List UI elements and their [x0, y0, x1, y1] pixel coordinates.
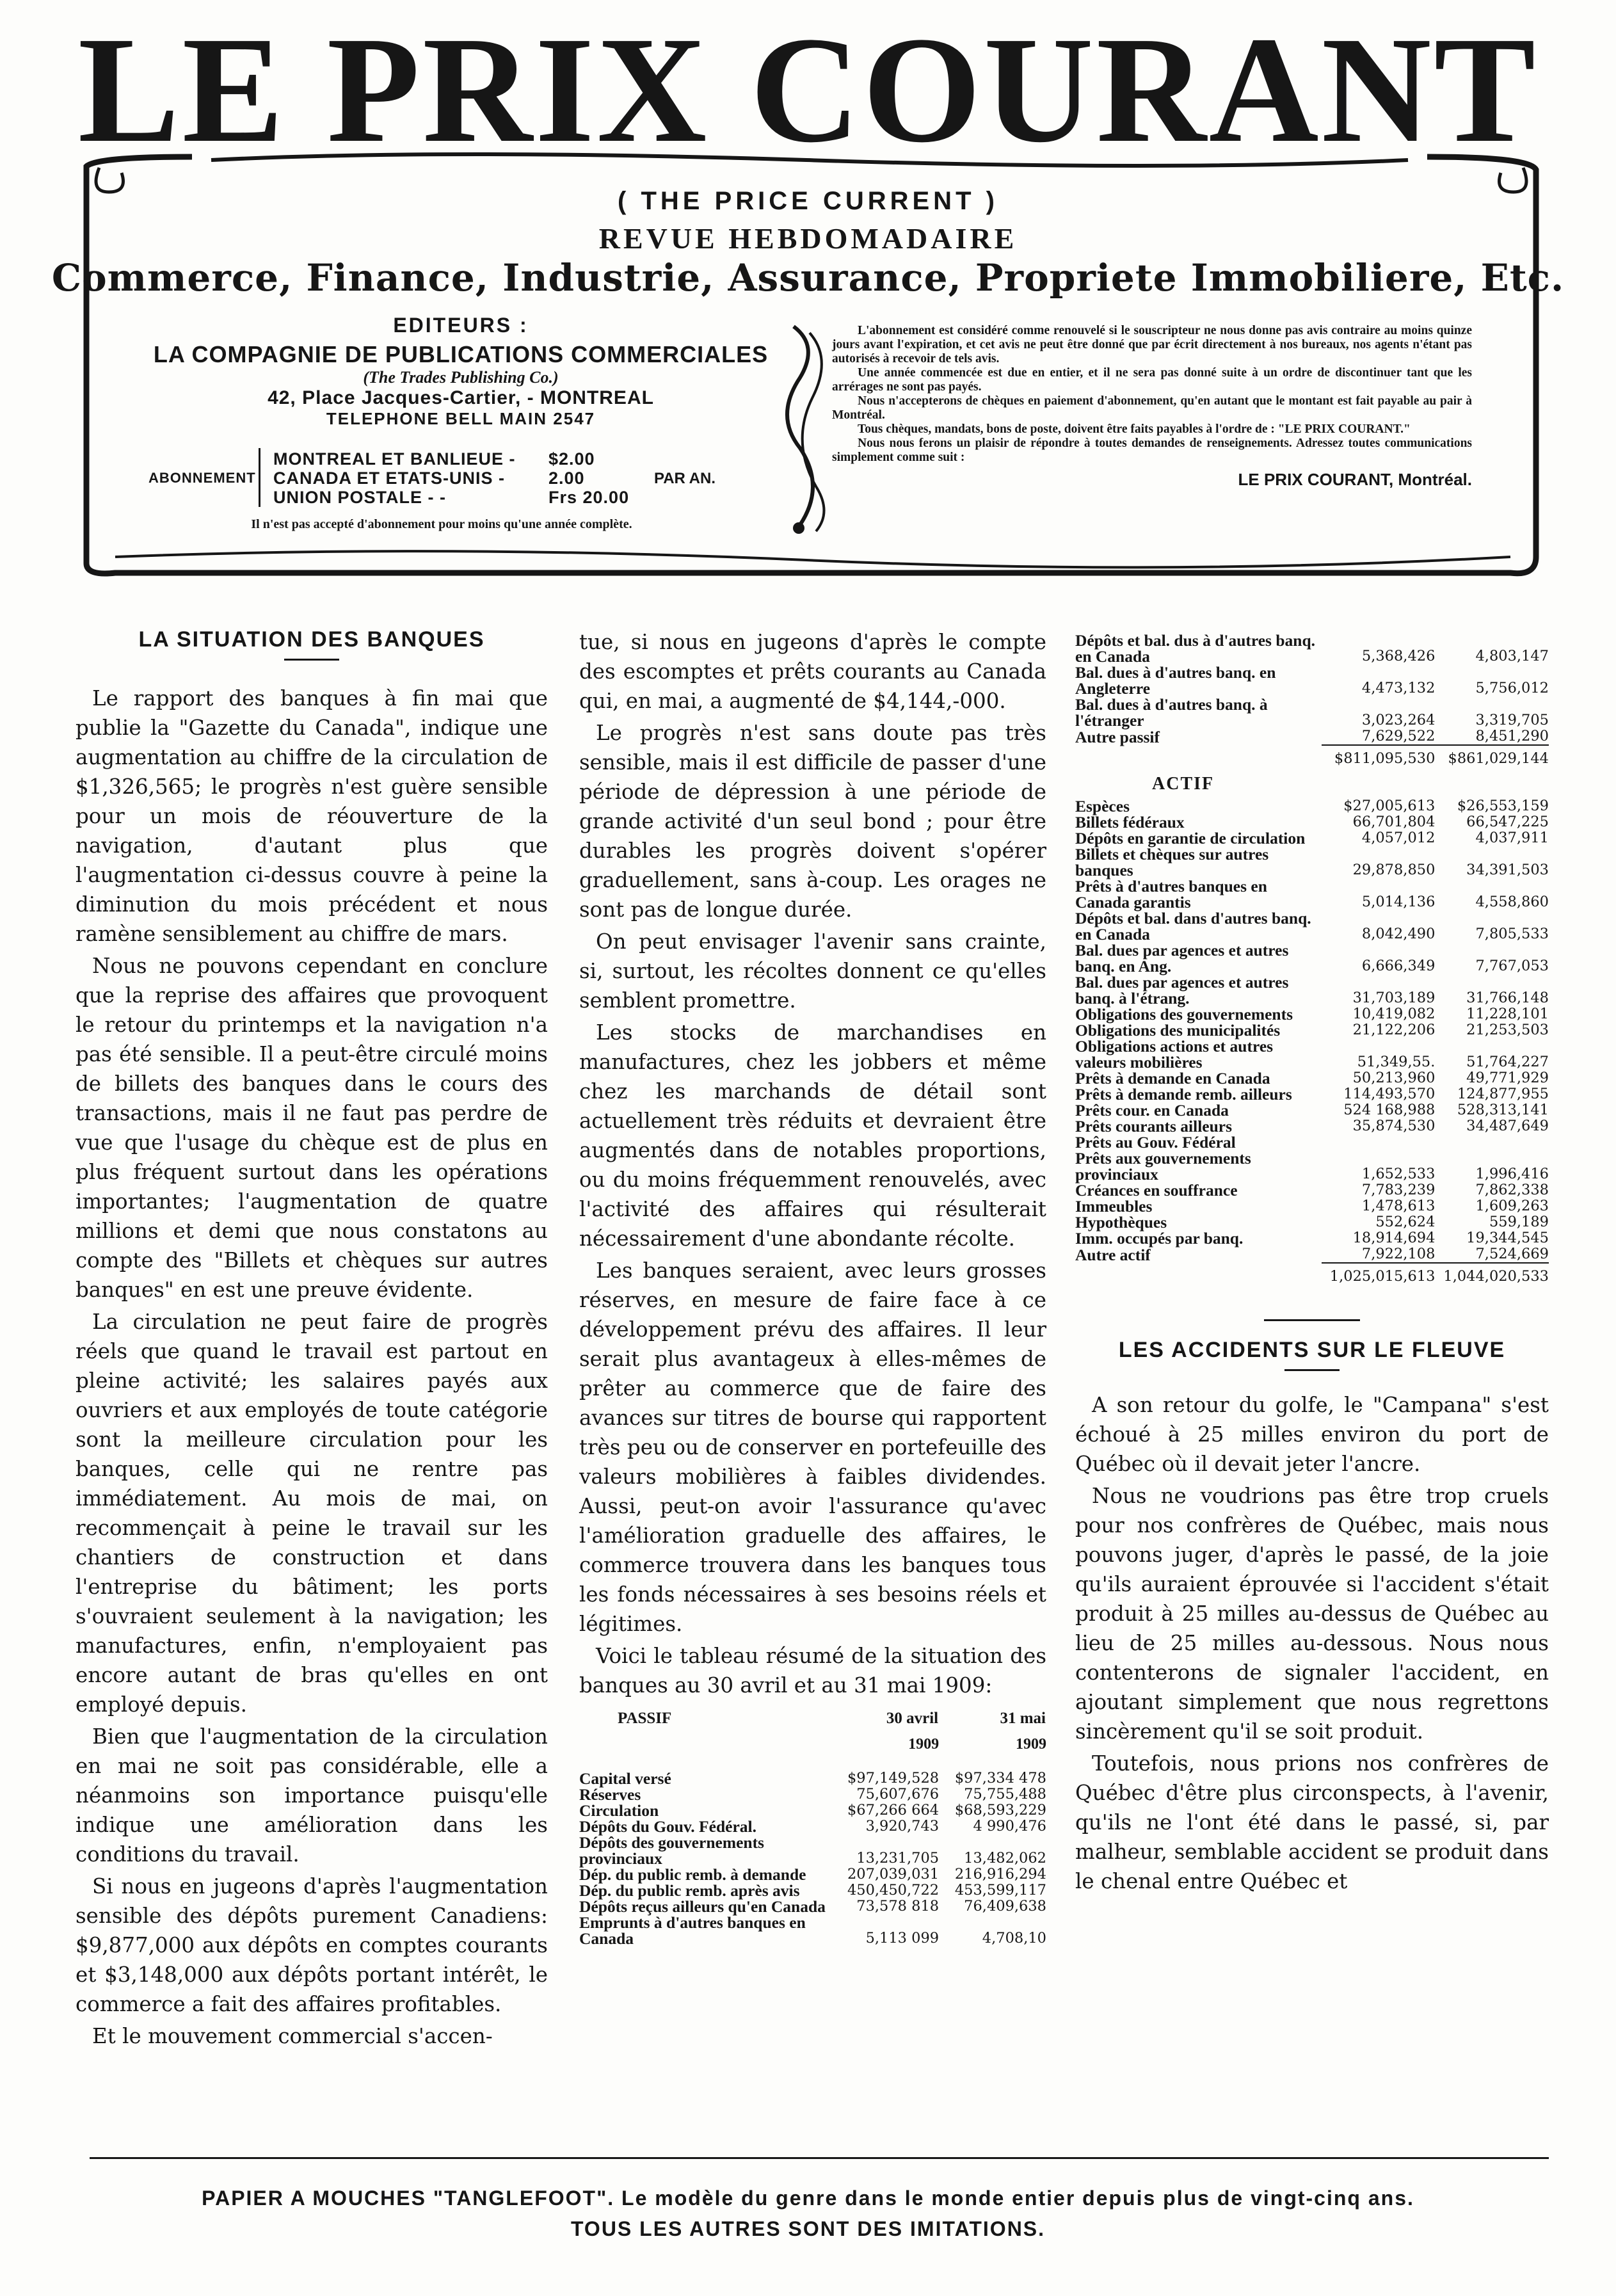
row-value-may: 4,803,147	[1475, 648, 1549, 664]
rate-row	[273, 449, 595, 469]
row-label: Bal. dues à d'autres banq. à l'étranger	[1075, 695, 1268, 730]
condition-paragraph: Nous nous ferons un plaisir de répondre à toutes demandes de renseignements. Adressez toutes communications simplement comme suit :	[832, 437, 1472, 464]
table-year: 1909	[908, 1736, 940, 1753]
editeurs-label: EDITEURS :	[393, 314, 529, 337]
row-value-may: 7,805,533	[1475, 926, 1549, 942]
row-value-may: 75,755,488	[964, 1786, 1046, 1802]
row-label: Obligations des municipalités	[1075, 1021, 1281, 1040]
row-value-may: 34,391,503	[1466, 862, 1549, 878]
row-label: Billets fédéraux	[1075, 813, 1185, 831]
row-value-apr: $97,149,528	[847, 1770, 940, 1786]
row-label: Prêts à demande remb. ailleurs	[1075, 1085, 1292, 1104]
publisher-address: 42, Place Jacques-Cartier, - MONTREAL	[268, 387, 654, 408]
table-row	[1075, 1086, 1549, 1102]
row-value-may: 19,344,545	[1466, 1230, 1549, 1246]
table-row	[579, 1883, 1046, 1899]
article-heading: LES ACCIDENTS SUR LE FLEUVE	[1118, 1338, 1506, 1362]
row-value-apr: 7,922,108	[1361, 1246, 1436, 1262]
row-label: Dépôts et bal. dans d'autres banq. en Canada	[1075, 909, 1311, 943]
row-label: Obligations actions et autres valeurs mobilières	[1075, 1037, 1274, 1072]
table-row	[1075, 974, 1549, 1006]
section-divider	[1264, 1319, 1360, 1321]
subscription-rates	[259, 448, 644, 507]
row-value-may: 4,037,911	[1475, 830, 1549, 846]
row-value-may: 4,558,860	[1475, 894, 1549, 910]
row-value-apr: 35,874,530	[1352, 1118, 1436, 1134]
table-row	[1075, 878, 1549, 910]
article-paragraph: A son retour du golfe, le "Campana" s'est échoué à 25 milles environ du port de Québec où il devait jeter l'ancre.	[1075, 1393, 1549, 1476]
row-value-may: 7,767,053	[1475, 958, 1549, 974]
row-value-apr: 21,122,206	[1352, 1022, 1436, 1038]
row-value-apr	[1322, 1134, 1436, 1150]
subscription-block	[148, 448, 724, 512]
article-paragraph: Et le mouvement commercial s'accen-	[92, 2024, 493, 2048]
publisher-block	[128, 314, 794, 429]
article-paragraph: Les stocks de marchandises en manufactures, chez les jobbers et même chez les marchands de détail sont actuellement très réduits et devraient être augmentés dans de notables proportions, ou du moins fréquemment renouvelés, avec l'activité des affaires qui résulterait nécessairement d'une abondante récolte.	[579, 1020, 1046, 1251]
row-value-may: $68,593,229	[954, 1802, 1046, 1818]
row-label: Emprunts à d'autres banques en Canada	[579, 1913, 806, 1948]
row-label: Dépôts des gouvernements provinciaux	[579, 1833, 764, 1868]
row-value-apr: 1,652,533	[1361, 1166, 1436, 1182]
table-row	[1075, 798, 1549, 814]
table-row	[1075, 1022, 1549, 1038]
footer-line: PAPIER A MOUCHES "TANGLEFOOT". Le modèle du genre dans le monde entier depuis plus de vingt-cinq ans.	[202, 2187, 1414, 2210]
row-label: Obligations des gouvernements	[1075, 1005, 1293, 1024]
passif-rows-continued	[1075, 632, 1549, 745]
row-label: Dépôts du Gouv. Fédéral.	[579, 1817, 756, 1836]
passif-total-apr: $811,095,530	[1322, 745, 1436, 767]
row-label: Immeubles	[1075, 1197, 1153, 1216]
row-value-apr: 7,629,522	[1361, 728, 1436, 744]
article-paragraph: Les banques seraient, avec leurs grosses réserves, en mesure de faire face à ce développement prévu des affaires. Il leur serait plus avantageux à elles-mêmes de prêter au commerce que de faire des avances sur titres de bourse qui rapportent très peu ou de conserver en portefeuille des valeurs mobilières à faibles dividendes. Aussi, peut-on avoir l'assurance qu'avec l'amélioration graduelle des affaires, le commerce trouvera dans les banques tous les fonds nécessaires à ses besoins réels et légitimes.	[579, 1258, 1046, 1636]
rate-price: 2.00	[548, 469, 585, 488]
row-label: Dépôts reçus ailleurs qu'en Canada	[579, 1897, 826, 1916]
row-value-apr: 114,493,570	[1343, 1086, 1436, 1102]
table-row	[1075, 1214, 1549, 1230]
masthead-subtitle: ( THE PRICE CURRENT )	[618, 187, 998, 215]
row-label: Autre actif	[1075, 1246, 1151, 1264]
row-value-apr: 5,014,136	[1361, 894, 1436, 910]
row-label: Dép. du public remb. après avis	[579, 1881, 800, 1900]
table-row	[1075, 1070, 1549, 1086]
table-row	[579, 1770, 1046, 1786]
passif-total-may: $861,029,144	[1435, 745, 1549, 767]
heading-rule	[1284, 1369, 1340, 1371]
table-row	[579, 1899, 1046, 1915]
row-value-apr: $67,266 664	[847, 1802, 940, 1818]
row-value-may: 453,599,117	[954, 1882, 1046, 1899]
column-2	[579, 627, 1046, 1947]
article-paragraph: Nous ne voudrions pas être trop cruels pour nos confrères de Québec, mais nous pouvons juger, d'après le passé, de la joie qu'ils auraient éprouvée si l'accident s'était produit à 25 milles au-dessus de Québec au lieu de 25 milles au-dessous. Nous nous contenterons de signaler l'accident, en ajoutant simplement que nous regrettons sincèrement qu'il se soit produit.	[1075, 1484, 1549, 1744]
condition-paragraph: Nous n'accepterons de chèques en paiement d'abonnement, qu'en autant que le montant est fait payable au pair à Montréal.	[832, 394, 1472, 422]
row-label: Prêts à demande en Canada	[1075, 1069, 1270, 1088]
row-label: Capital versé	[579, 1769, 671, 1788]
row-label: Hypothèques	[1075, 1213, 1167, 1232]
row-value-apr: 66,701,804	[1352, 814, 1436, 830]
row-value-may: 4,708,10	[982, 1930, 1046, 1947]
row-value-apr: 18,914,694	[1352, 1230, 1436, 1246]
table-row	[1075, 696, 1549, 728]
table-row	[1075, 846, 1549, 878]
row-value-apr: 552,624	[1375, 1214, 1436, 1230]
row-value-apr: 207,039,031	[847, 1866, 940, 1883]
rate-place: CANADA ET ETATS-UNIS -	[273, 469, 505, 488]
table-row	[1075, 1182, 1549, 1198]
table-header-col: 30 avril	[886, 1710, 939, 1727]
rate-price: Frs 20.00	[548, 488, 630, 507]
footer-line: TOUS LES AUTRES SONT DES IMITATIONS.	[570, 2217, 1046, 2240]
row-value-may: 7,862,338	[1475, 1182, 1549, 1198]
row-value-may: 1,609,263	[1475, 1198, 1549, 1214]
table-row	[1075, 814, 1549, 830]
row-value-apr: 4,473,132	[1361, 680, 1436, 696]
article-paragraph: Le progrès n'est sans doute pas très sensible, mais il est difficile de passer d'une période de dépression à une période de grande activité d'un seul bond ; pour être durables les progrès doivent s'opérer graduellement, sans à-coup. Les orages ne sont pas de longue durée.	[579, 721, 1046, 922]
table-row	[1075, 1246, 1549, 1263]
row-value-apr: 10,419,082	[1352, 1006, 1436, 1022]
row-label: Espèces	[1075, 797, 1130, 815]
row-value-apr: 1,478,613	[1361, 1198, 1436, 1214]
row-value-may: 13,482,062	[964, 1850, 1046, 1867]
table-row	[1075, 1118, 1549, 1134]
actif-rows	[1075, 798, 1549, 1263]
footer-rule	[90, 2157, 1549, 2159]
row-value-apr: 8,042,490	[1361, 926, 1436, 942]
row-value-apr: 450,450,722	[847, 1882, 940, 1899]
row-value-apr: 3,920,743	[865, 1818, 940, 1834]
actif-total-may: 1,044,020,533	[1435, 1263, 1549, 1285]
masthead-revue: REVUE HEBDOMADAIRE	[598, 222, 1018, 255]
row-label: Prêts courants ailleurs	[1075, 1117, 1233, 1136]
row-value-may: 11,228,101	[1466, 1006, 1549, 1022]
table-row	[1075, 830, 1549, 846]
table-row	[1075, 664, 1549, 696]
subscription-per-year: PAR AN.	[654, 470, 716, 487]
table-row	[579, 1834, 1046, 1867]
rate-place: MONTREAL ET BANLIEUE -	[273, 449, 516, 469]
row-value-may: 49,771,929	[1466, 1070, 1549, 1086]
table-row	[579, 1818, 1046, 1834]
row-label: Circulation	[579, 1801, 659, 1820]
subscription-label: ABONNEMENT	[148, 470, 256, 486]
row-label: Dépôts et bal. dus à d'autres banq. en Canada	[1075, 631, 1316, 666]
table-row	[1075, 632, 1549, 664]
row-label: Créances en souffrance	[1075, 1181, 1238, 1200]
table-header-label: PASSIF	[618, 1710, 672, 1727]
table-row	[579, 1786, 1046, 1802]
row-value-apr: 3,023,264	[1361, 712, 1436, 728]
row-value-apr: 29,878,850	[1352, 862, 1436, 878]
row-value-may: 528,313,141	[1457, 1102, 1549, 1118]
row-value-apr: 51,349,55.	[1357, 1054, 1436, 1070]
row-label: Bal. dues par agences et autres banq. à l'étrang.	[1075, 973, 1289, 1008]
row-label: Bal. dues à d'autres banq. en Angleterre	[1075, 663, 1276, 698]
row-value-apr: 6,666,349	[1361, 958, 1436, 974]
row-value-may: 559,189	[1489, 1214, 1549, 1230]
table-row	[1075, 1134, 1549, 1150]
article-paragraph: tue, si nous en jugeons d'après le compte des escomptes et prêts courants au Canada qui, en mai, a augmenté de $4,144,-000.	[579, 630, 1046, 713]
conditions-signature: LE PRIX COURANT, Montréal.	[1238, 470, 1472, 489]
row-value-may: 124,877,955	[1457, 1086, 1549, 1102]
table-row	[1075, 1038, 1549, 1070]
column-1	[76, 627, 548, 2051]
row-value-may: 34,487,649	[1466, 1118, 1549, 1134]
table-row	[1075, 910, 1549, 942]
article-paragraph: Nous ne pouvons cependant en conclure que la reprise des affaires que provoquent le retour du printemps et la navigation n'a pas été sensible. Il a peut-être circulé moins de billets des banques dans le cours des transactions, mais il ne faut pas perdre de vue que l'usage du chèque est de plus en plus fréquent surtout dans les opérations importantes; l'augmentation de quatre millions et demi que nous constatons au compte des "Billets et chèques sur autres banques" en est une preuve évidente.	[76, 954, 548, 1302]
row-value-may: 76,409,638	[964, 1898, 1046, 1915]
article-paragraph: Voici le tableau résumé de la situation des banques au 30 avril et au 31 mai 1909:	[579, 1644, 1046, 1698]
table-row	[579, 1915, 1046, 1947]
table-header-col: 31 mai	[1000, 1710, 1046, 1727]
table-row	[1075, 1102, 1549, 1118]
publisher-telephone: TELEPHONE BELL MAIN 2547	[326, 409, 596, 428]
publisher-company-en: (The Trades Publishing Co.)	[363, 368, 559, 387]
table-row	[579, 1867, 1046, 1883]
row-value-may: 4 990,476	[973, 1818, 1046, 1834]
row-value-apr: 524 168,988	[1343, 1102, 1436, 1118]
condition-paragraph: Une année commencée est due en entier, et il ne sera pas donné suite à un ordre de discontinuer tant que les arrérages ne sont pas payés.	[832, 366, 1472, 394]
condition-paragraph: Tous chèques, mandats, bons de poste, doivent être faits payables à l'ordre de : "LE PRIX COURANT."	[858, 422, 1411, 436]
masthead-title: LE PRIX COURANT	[77, 6, 1539, 174]
subscription-conditions	[832, 324, 1472, 489]
article-paragraph: Bien que l'augmentation de la circulation en mai ne soit pas considérable, elle a néanmoins son importance puisqu'elle indique une amélioration dans les conditions du travail.	[76, 1724, 548, 1867]
row-label: Imm. occupés par banq.	[1075, 1229, 1244, 1248]
rate-row	[273, 488, 630, 508]
article-paragraph: La circulation ne peut faire de progrès réels que quand le travail est partout en pleine activité; les salaires payés aux ouvriers et aux employés de toute catégorie sont la meilleure circulation pour les banques, celle qui ne rentre pas immédiatement. Au mois de mai, on recommençait à peine le travail sur les chantiers de construction et dans l'entreprise du bâtiment; les ports s'ouvraient seulement à la navigation; les manufactures, enfin, n'employaient pas encore autant de bras qu'elles en ont employé depuis.	[76, 1310, 548, 1717]
table-row	[1075, 942, 1549, 974]
article-paragraph: On peut envisager l'avenir sans crainte, si, surtout, les récoltes donnent ce qu'elles semblent promettre.	[579, 929, 1046, 1013]
row-value-apr: 5,113 099	[865, 1930, 940, 1947]
table-year: 1909	[1016, 1736, 1046, 1753]
row-label: Dép. du public remb. à demande	[579, 1865, 806, 1884]
column-3	[1075, 632, 1549, 1896]
article-paragraph: Si nous en jugeons d'après l'augmentation sensible des dépôts purement Canadiens: $9,877,000 aux dépôts en comptes courants et $3,148,000 aux dépôts portant intérêt, le commerce a fait des affaires profitables.	[76, 1874, 548, 2016]
footer-advertisement	[0, 2183, 1616, 2244]
actif-total-apr: 1,025,015,613	[1322, 1263, 1436, 1285]
row-label: Billets et chèques sur autres banques	[1075, 845, 1269, 879]
row-value-apr: 31,703,189	[1352, 990, 1436, 1006]
table-row	[1075, 1230, 1549, 1246]
row-value-may: 8,451,290	[1475, 728, 1549, 744]
publisher-company: LA COMPAGNIE DE PUBLICATIONS COMMERCIALES	[153, 341, 769, 367]
article-heading: LA SITUATION DES BANQUES	[138, 627, 485, 652]
row-label: Prêts au Gouv. Fédéral	[1075, 1133, 1236, 1152]
bank-table-continued	[1075, 632, 1549, 1285]
row-value-may: 66,547,225	[1466, 814, 1549, 830]
table-row	[1075, 1006, 1549, 1022]
row-value-apr: $27,005,613	[1343, 798, 1436, 814]
row-value-may: 7,524,669	[1475, 1246, 1549, 1262]
row-label: Autre passif	[1075, 728, 1160, 746]
row-label: Bal. dues par agences et autres banq. en Ang.	[1075, 941, 1289, 975]
row-label: Dépôts en garantie de circulation	[1075, 829, 1306, 847]
row-value-apr: 4,057,012	[1361, 830, 1436, 846]
row-value-apr: 50,213,960	[1352, 1070, 1436, 1086]
table-row	[1075, 1198, 1549, 1214]
table-row	[579, 1802, 1046, 1818]
row-value-may: 1,996,416	[1475, 1166, 1549, 1182]
row-value-may: 5,756,012	[1475, 680, 1549, 696]
actif-heading: ACTIF	[1152, 774, 1215, 794]
rate-price: $2.00	[548, 449, 595, 469]
row-value-may	[1435, 1134, 1549, 1150]
row-label: Prêts aux gouvernements provinciaux	[1075, 1149, 1251, 1184]
article-paragraph: Toutefois, nous prions nos confrères de Québec d'être plus circonspects, à l'avenir, qu'ils ne l'ont été dans le passé, si, par malheur, semblable accident se produit dans le chenal entre Québec et	[1075, 1751, 1549, 1893]
row-label: Prêts à d'autres banques en Canada garantis	[1075, 877, 1267, 911]
row-label: Prêts cour. en Canada	[1075, 1101, 1229, 1120]
article-paragraph: Le rapport des banques à fin mai que publie la "Gazette du Canada", indique une augmentation au chiffre de la circulation de $1,326,565; le progrès n'est guère sensible pour un mois de réouverture de la navigation, d'autant plus que l'augmentation ci-dessus couvre à peine la diminution du mois précédent et nous ramène sensiblement au chiffre de mars.	[76, 686, 548, 946]
row-value-apr: 73,578 818	[856, 1898, 940, 1915]
row-value-may: $26,553,159	[1457, 798, 1549, 814]
row-value-may: 21,253,503	[1466, 1022, 1549, 1038]
table-row	[1075, 1150, 1549, 1182]
row-value-may: 216,916,294	[954, 1866, 1046, 1883]
heading-rule	[284, 659, 339, 661]
row-value-may: 3,319,705	[1475, 712, 1549, 728]
row-value-apr: 13,231,705	[856, 1850, 940, 1867]
row-value-apr: 75,607,676	[856, 1786, 940, 1802]
row-label: Réserves	[579, 1785, 641, 1804]
rate-row	[273, 469, 585, 488]
row-value-may: 31,766,148	[1466, 990, 1549, 1006]
row-value-may: 51,764,227	[1466, 1054, 1549, 1070]
table-row	[1075, 728, 1549, 745]
rate-place: UNION POSTALE - -	[273, 488, 446, 507]
row-value-apr: 7,783,239	[1361, 1182, 1436, 1198]
subscription-note: Il n'est pas accepté d'abonnement pour moins qu'une année complète.	[251, 517, 632, 531]
passif-rows	[579, 1770, 1046, 1947]
masthead-topics: Commerce, Finance, Industrie, Assurance, Propriete Immobiliere, Etc.	[51, 256, 1565, 300]
bank-table-passif	[579, 1709, 1046, 1947]
row-value-apr: 5,368,426	[1361, 648, 1436, 664]
condition-paragraph: L'abonnement est considéré comme renouvelé si le souscripteur ne nous donne pas avis contraire au moins quinze jours avant l'expiration, et cet avis ne peut être donné que par écrit directement à nos bureaux, nos agents n'étant pas autorisés à recevoir de tels avis.	[832, 324, 1472, 365]
row-value-may: $97,334 478	[954, 1770, 1046, 1786]
